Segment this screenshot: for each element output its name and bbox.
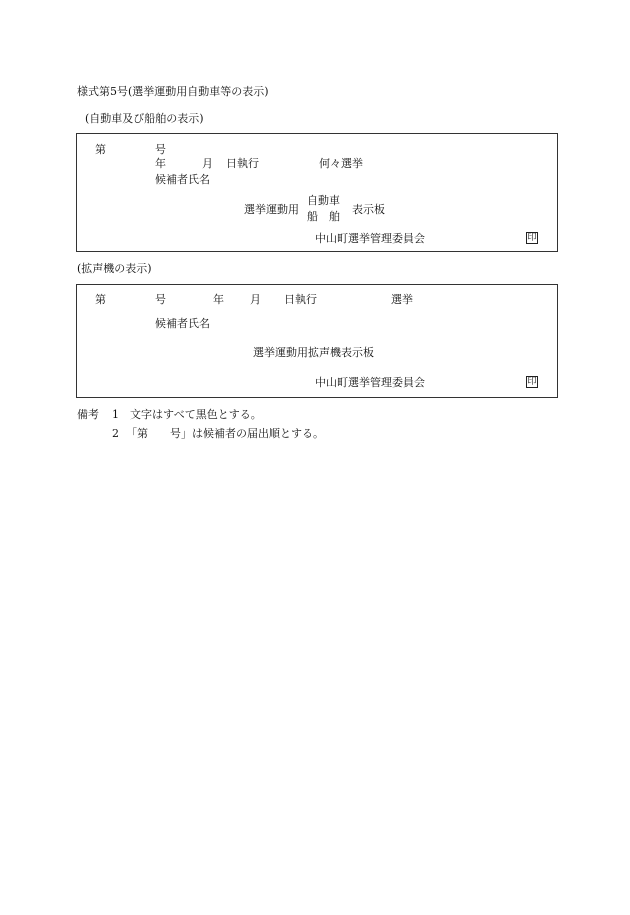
election-committee: 中山町選挙管理委員会 xyxy=(315,376,425,389)
year-label: 年 xyxy=(213,293,224,306)
vehicle-label: 自動車 xyxy=(307,194,340,207)
loudspeaker-sign-form xyxy=(76,284,558,398)
note-number: 2 xyxy=(112,427,119,440)
note-text: 「第 号」は候補者の届出順とする。 xyxy=(126,427,324,440)
execution-date-label: 日執行 xyxy=(284,293,317,306)
vehicle-sign-form xyxy=(76,133,558,252)
usage-label: 選挙運動用 xyxy=(244,203,299,216)
execution-date-label: 日執行 xyxy=(226,157,259,170)
election-name: 選挙 xyxy=(391,293,413,306)
year-label: 年 xyxy=(155,157,166,170)
candidate-name-label: 候補者氏名 xyxy=(155,317,210,330)
form-title: 様式第5号(選挙運動用自動車等の表示) xyxy=(77,85,269,98)
number-prefix: 第 xyxy=(95,143,106,156)
election-name: 何々選挙 xyxy=(319,157,363,170)
number-prefix: 第 xyxy=(95,293,106,306)
ship-label: 船 舶 xyxy=(307,210,340,223)
seal-stamp: 印 xyxy=(527,377,537,387)
number-suffix: 号 xyxy=(155,293,166,306)
section2-heading: (拡声機の表示) xyxy=(77,262,152,275)
election-committee: 中山町選挙管理委員会 xyxy=(315,232,425,245)
seal-stamp: 印 xyxy=(527,233,537,243)
sign-board-label: 表示板 xyxy=(352,203,385,216)
month-label: 月 xyxy=(250,293,261,306)
note-number: 1 xyxy=(112,408,119,421)
month-label: 月 xyxy=(202,157,213,170)
section1-heading: (自動車及び船舶の表示) xyxy=(85,112,204,125)
sign-board-label: 選挙運動用拡声機表示板 xyxy=(253,346,374,359)
number-suffix: 号 xyxy=(155,143,166,156)
note-text: 文字はすべて黒色とする。 xyxy=(130,408,262,421)
candidate-name-label: 候補者氏名 xyxy=(155,173,210,186)
notes-label: 備考 xyxy=(77,408,99,421)
